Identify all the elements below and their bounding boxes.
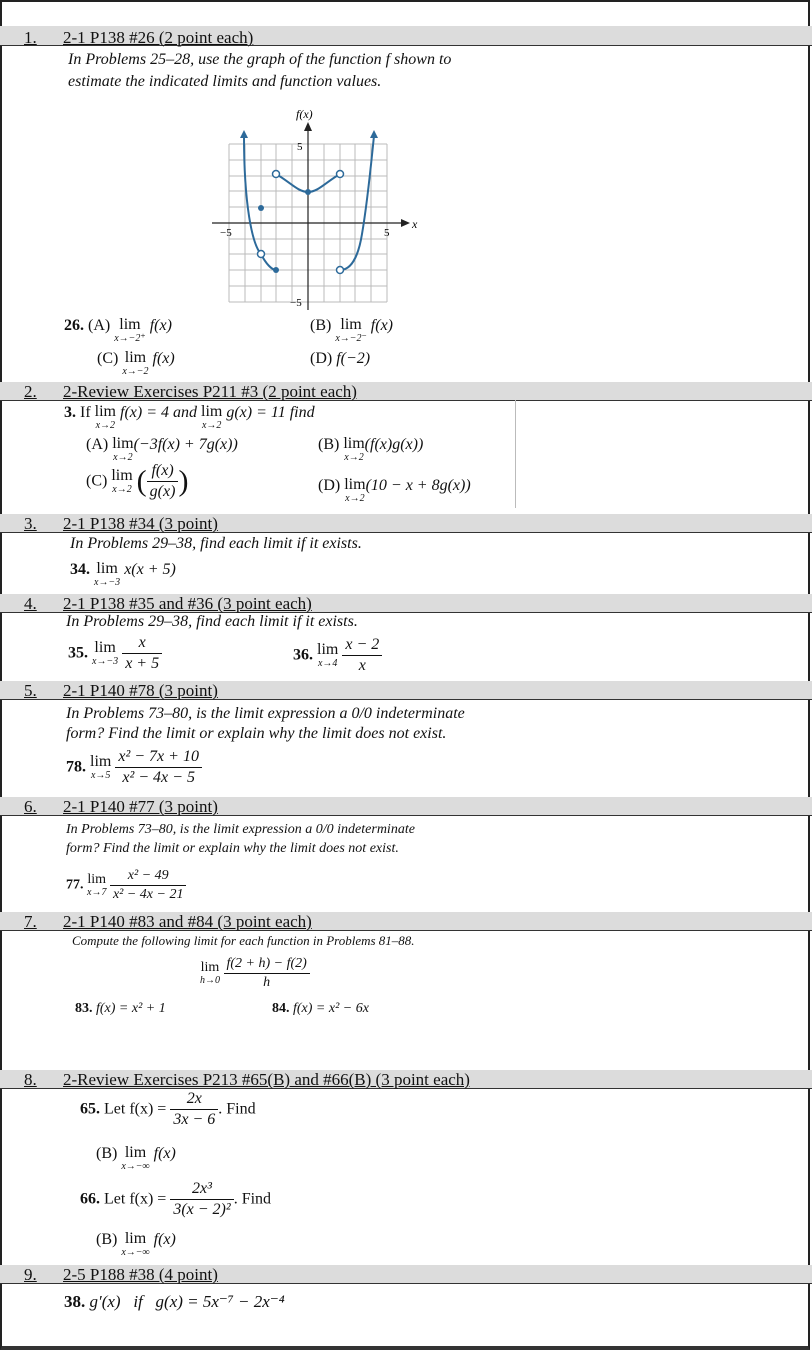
box-divider: [515, 400, 516, 508]
instruction-text: In Problems 25–28, use the graph of the function f shown to: [68, 51, 452, 68]
problem-title: 2-1 P138 #35 and #36 (3 point each): [63, 594, 312, 613]
exercise-66: 66. Let f(x) = $\frac{\text{2x³}}{\text{3(x − 2)²}}$ . Find: [80, 1180, 272, 1218]
problem-number: 4.: [24, 594, 37, 613]
graph-tick: 5: [297, 141, 303, 153]
problem-number: 5.: [24, 681, 37, 700]
problem-title: 2-1 P140 #83 and #84 (3 point each): [63, 912, 312, 931]
exercise-26d: (D) f(−2): [310, 350, 371, 367]
graph-y-label: f(x): [296, 107, 313, 121]
graph-tick: 5: [384, 227, 390, 239]
exercise-35: 35. lim x→−3 $\frac{x}{x + 5}$: [68, 634, 162, 673]
graph-tick: −5: [220, 227, 232, 239]
exercise-84: 84. f(x) = x² − 6x: [272, 1001, 369, 1016]
exercise-3-prompt: 3. If lim x→2 f(x) = 4 and lim x→2 g(x) = 11 find: [64, 403, 315, 431]
exercise-26c: (C) lim x→−2 f(x): [97, 349, 175, 377]
instruction-text: estimate the indicated limits and function values.: [68, 73, 382, 90]
exercise-3d: (D) lim x→2 (10 − x + 8g(x)): [318, 476, 471, 504]
exercise-3b: (B) lim x→2 (f(x)g(x)): [318, 435, 424, 463]
problem-title: 2-1 P140 #77 (3 point): [63, 797, 218, 816]
problem-number: 7.: [24, 912, 37, 931]
exercise-83: 83. f(x) = x² + 1: [75, 1001, 166, 1016]
problem-number: 9.: [24, 1265, 37, 1284]
problem-title: 2-Review Exercises P213 #65(B) and #66(B) (3 point each): [63, 1070, 470, 1089]
problem-title: 2-1 P140 #78 (3 point): [63, 681, 218, 700]
instruction-text: In Problems 29–38, find each limit if it exists.: [66, 613, 358, 630]
problem-number: 8.: [24, 1070, 37, 1089]
instruction-text: In Problems 73–80, is the limit expression a 0/0 indeterminate: [66, 822, 415, 837]
exercise-34: 34. lim x→−3 x(x + 5): [70, 560, 176, 588]
exercise-26b: (B) lim x→−2⁻ f(x): [310, 316, 393, 344]
instruction-text: In Problems 73–80, is the limit expression a 0/0 indeterminate: [66, 705, 465, 722]
exercise-36: 36. lim x→4 $\frac{x - 2}{x}$: [293, 636, 382, 675]
problem-title: 2-1 P138 #26 (2 point each): [63, 28, 254, 47]
difference-quotient: lim h→0 $\frac{f(2 + h) - f(2)}{h}$: [200, 956, 310, 991]
exercise-38: 38. g′(x) if g(x) = 5x⁻⁷ − 2x⁻⁴: [64, 1292, 285, 1311]
graph-tick: −5: [290, 297, 302, 309]
exercise-78: 78. lim x→5 $\frac{\text{x² − 7x + 10}}{\text{x² − 4x − 5}}$: [66, 748, 202, 787]
exercise-77: 77. lim x→7 $\frac{\text{x² − 49}}{\text{x² − 4x − 21}}$: [66, 868, 186, 903]
problem-title: 2-5 P188 #38 (4 point): [63, 1265, 218, 1284]
exercise-3a: (A) lim x→2 (−3f(x) + 7g(x)): [86, 435, 238, 463]
instruction-text: form? Find the limit or explain why the limit does not exist.: [66, 841, 399, 856]
problem-title: 2-Review Exercises P211 #3 (2 point each): [63, 382, 357, 401]
instruction-text: In Problems 29–38, find each limit if it exists.: [70, 535, 362, 552]
problem-number: 3.: [24, 514, 37, 533]
problem-title: 2-1 P138 #34 (3 point): [63, 514, 218, 533]
function-graph: [200, 104, 430, 310]
problem-number: 1.: [24, 28, 37, 47]
instruction-text: form? Find the limit or explain why the limit does not exist.: [66, 725, 447, 742]
exercise-26a: 26. (A) lim x→−2⁺ f(x): [64, 316, 172, 344]
instruction-text: Compute the following limit for each function in Problems 81–88.: [72, 933, 415, 948]
exercise-65: 65. Let f(x) = $\frac{2x}{3x - 6}$ . Find: [80, 1090, 256, 1128]
graph-x-label: x: [412, 217, 418, 231]
exercise-65b: (B) lim x→−∞ f(x): [96, 1144, 176, 1172]
problem-number: 6.: [24, 797, 37, 816]
exercise-66b: (B) lim x→−∞ f(x): [96, 1230, 176, 1258]
problem-number: 2.: [24, 382, 37, 401]
exercise-3c: (C) lim x→2 ( $\frac{f(x)}{g(x)}$ ): [86, 462, 189, 500]
